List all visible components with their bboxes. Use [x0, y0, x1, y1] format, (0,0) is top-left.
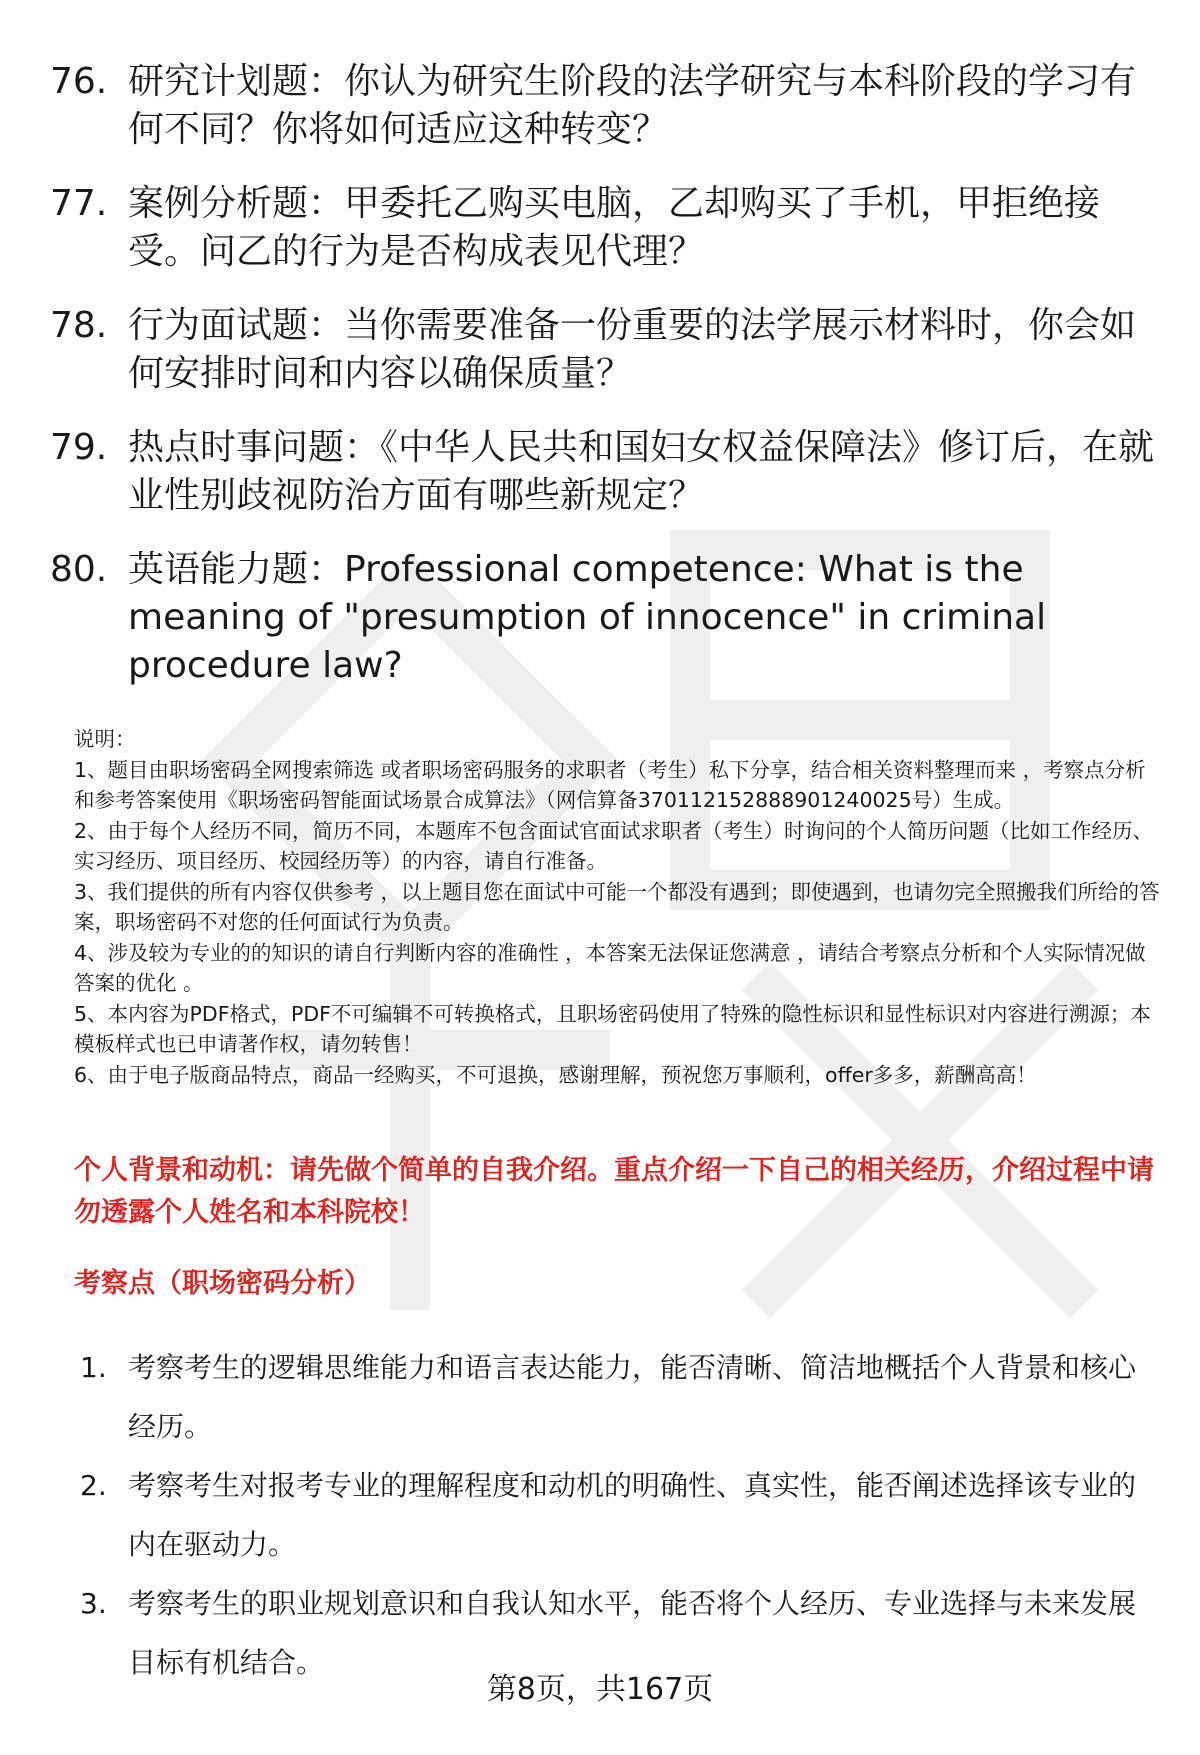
question-number: 76.	[50, 61, 108, 102]
question-number: 80.	[50, 549, 108, 590]
question-item	[50, 180, 1160, 276]
question-item	[50, 58, 1160, 154]
question-text: 行为面试题：当你需要准备一份重要的法学展示材料时，你会如何安排时间和内容以确保质量？	[128, 305, 1137, 394]
note-item: 5、本内容为PDF格式，PDF不可编辑不可转换格式，且职场密码使用了特殊的隐性标识和显性标识对内容进行溯源；本模板样式也已申请著作权，请勿转售！	[74, 1001, 1151, 1056]
page-footer: 第8页，共167页	[486, 1672, 714, 1707]
question-item	[50, 424, 1160, 520]
question-list	[50, 58, 1160, 716]
question-item	[50, 546, 1160, 690]
question-heading: 个人背景和动机：请先做个简单的自我介绍。重点介绍一下自己的相关经历，介绍过程中请勿透露个人姓名和本科院校！	[74, 1155, 1154, 1228]
point-text: 考察考生的职业规划意识和自我认知水平，能否将个人经历、专业选择与未来发展目标有机结合。	[128, 1587, 1137, 1679]
question-number: 78.	[50, 305, 108, 346]
question-text: 英语能力题：Professional competence: What is the meaning of "presumption of innocence" in criminal procedure law?	[128, 549, 1047, 686]
notes-title: 说明：	[74, 727, 136, 751]
point-number: 3.	[80, 1587, 107, 1620]
analysis-point	[80, 1338, 1150, 1456]
question-item	[50, 302, 1160, 398]
question-number: 77.	[50, 183, 108, 224]
note-item: 2、由于每个人经历不同，简历不同，本题库不包含面试官面试求职者（考生）时询问的个人简历问题（比如工作经历、实习经历、项目经历、校园经历等）的内容，请自行准备。	[74, 818, 1154, 873]
question-text: 热点时事问题：《中华人民共和国妇女权益保障法》修订后，在就业性别歧视防治方面有哪些新规定？	[128, 427, 1155, 516]
point-number: 2.	[80, 1469, 107, 1502]
question-text: 研究计划题：你认为研究生阶段的法学研究与本科阶段的学习有何不同？你将如何适应这种转变？	[128, 61, 1137, 150]
analysis-subheading: 考察点（职场密码分析）	[74, 1268, 371, 1299]
question-number: 79.	[50, 427, 108, 468]
analysis-points	[80, 1338, 1150, 1692]
analysis-point	[80, 1456, 1150, 1574]
notes-section	[74, 724, 1164, 1090]
point-text: 考察考生对报考专业的理解程度和动机的明确性、真实性，能否阐述选择该专业的内在驱动力。	[128, 1469, 1137, 1561]
note-item: 1、题目由职场密码全网搜索筛选 或者职场密码服务的求职者（考生）私下分享，结合相关资料整理而来 ，考察点分析和参考答案使用《职场密码智能面试场景合成算法》（网信算备370112152888901240025号）生成。	[74, 757, 1146, 812]
question-text: 案例分析题：甲委托乙购买电脑，乙却购买了手机，甲拒绝接受。问乙的行为是否构成表见代理？	[128, 183, 1101, 272]
point-text: 考察考生的逻辑思维能力和语言表达能力，能否清晰、简洁地概括个人背景和核心经历。	[128, 1351, 1137, 1443]
note-item: 4、涉及较为专业的的知识的请自行判断内容的准确性 ，本答案无法保证您满意 ，请结合考察点分析和个人实际情况做答案的优化 。	[74, 940, 1146, 995]
note-item: 6、由于电子版商品特点，商品一经购买，不可退换，感谢理解，预祝您万事顺利，offer多多，薪酬高高！	[74, 1062, 1037, 1087]
point-number: 1.	[80, 1351, 107, 1384]
note-item: 3、我们提供的所有内容仅供参考 ，以上题目您在面试中可能一个都没有遇到；即使遇到，也请勿完全照搬我们所给的答案，职场密码不对您的任何面试行为负责。	[74, 879, 1160, 934]
